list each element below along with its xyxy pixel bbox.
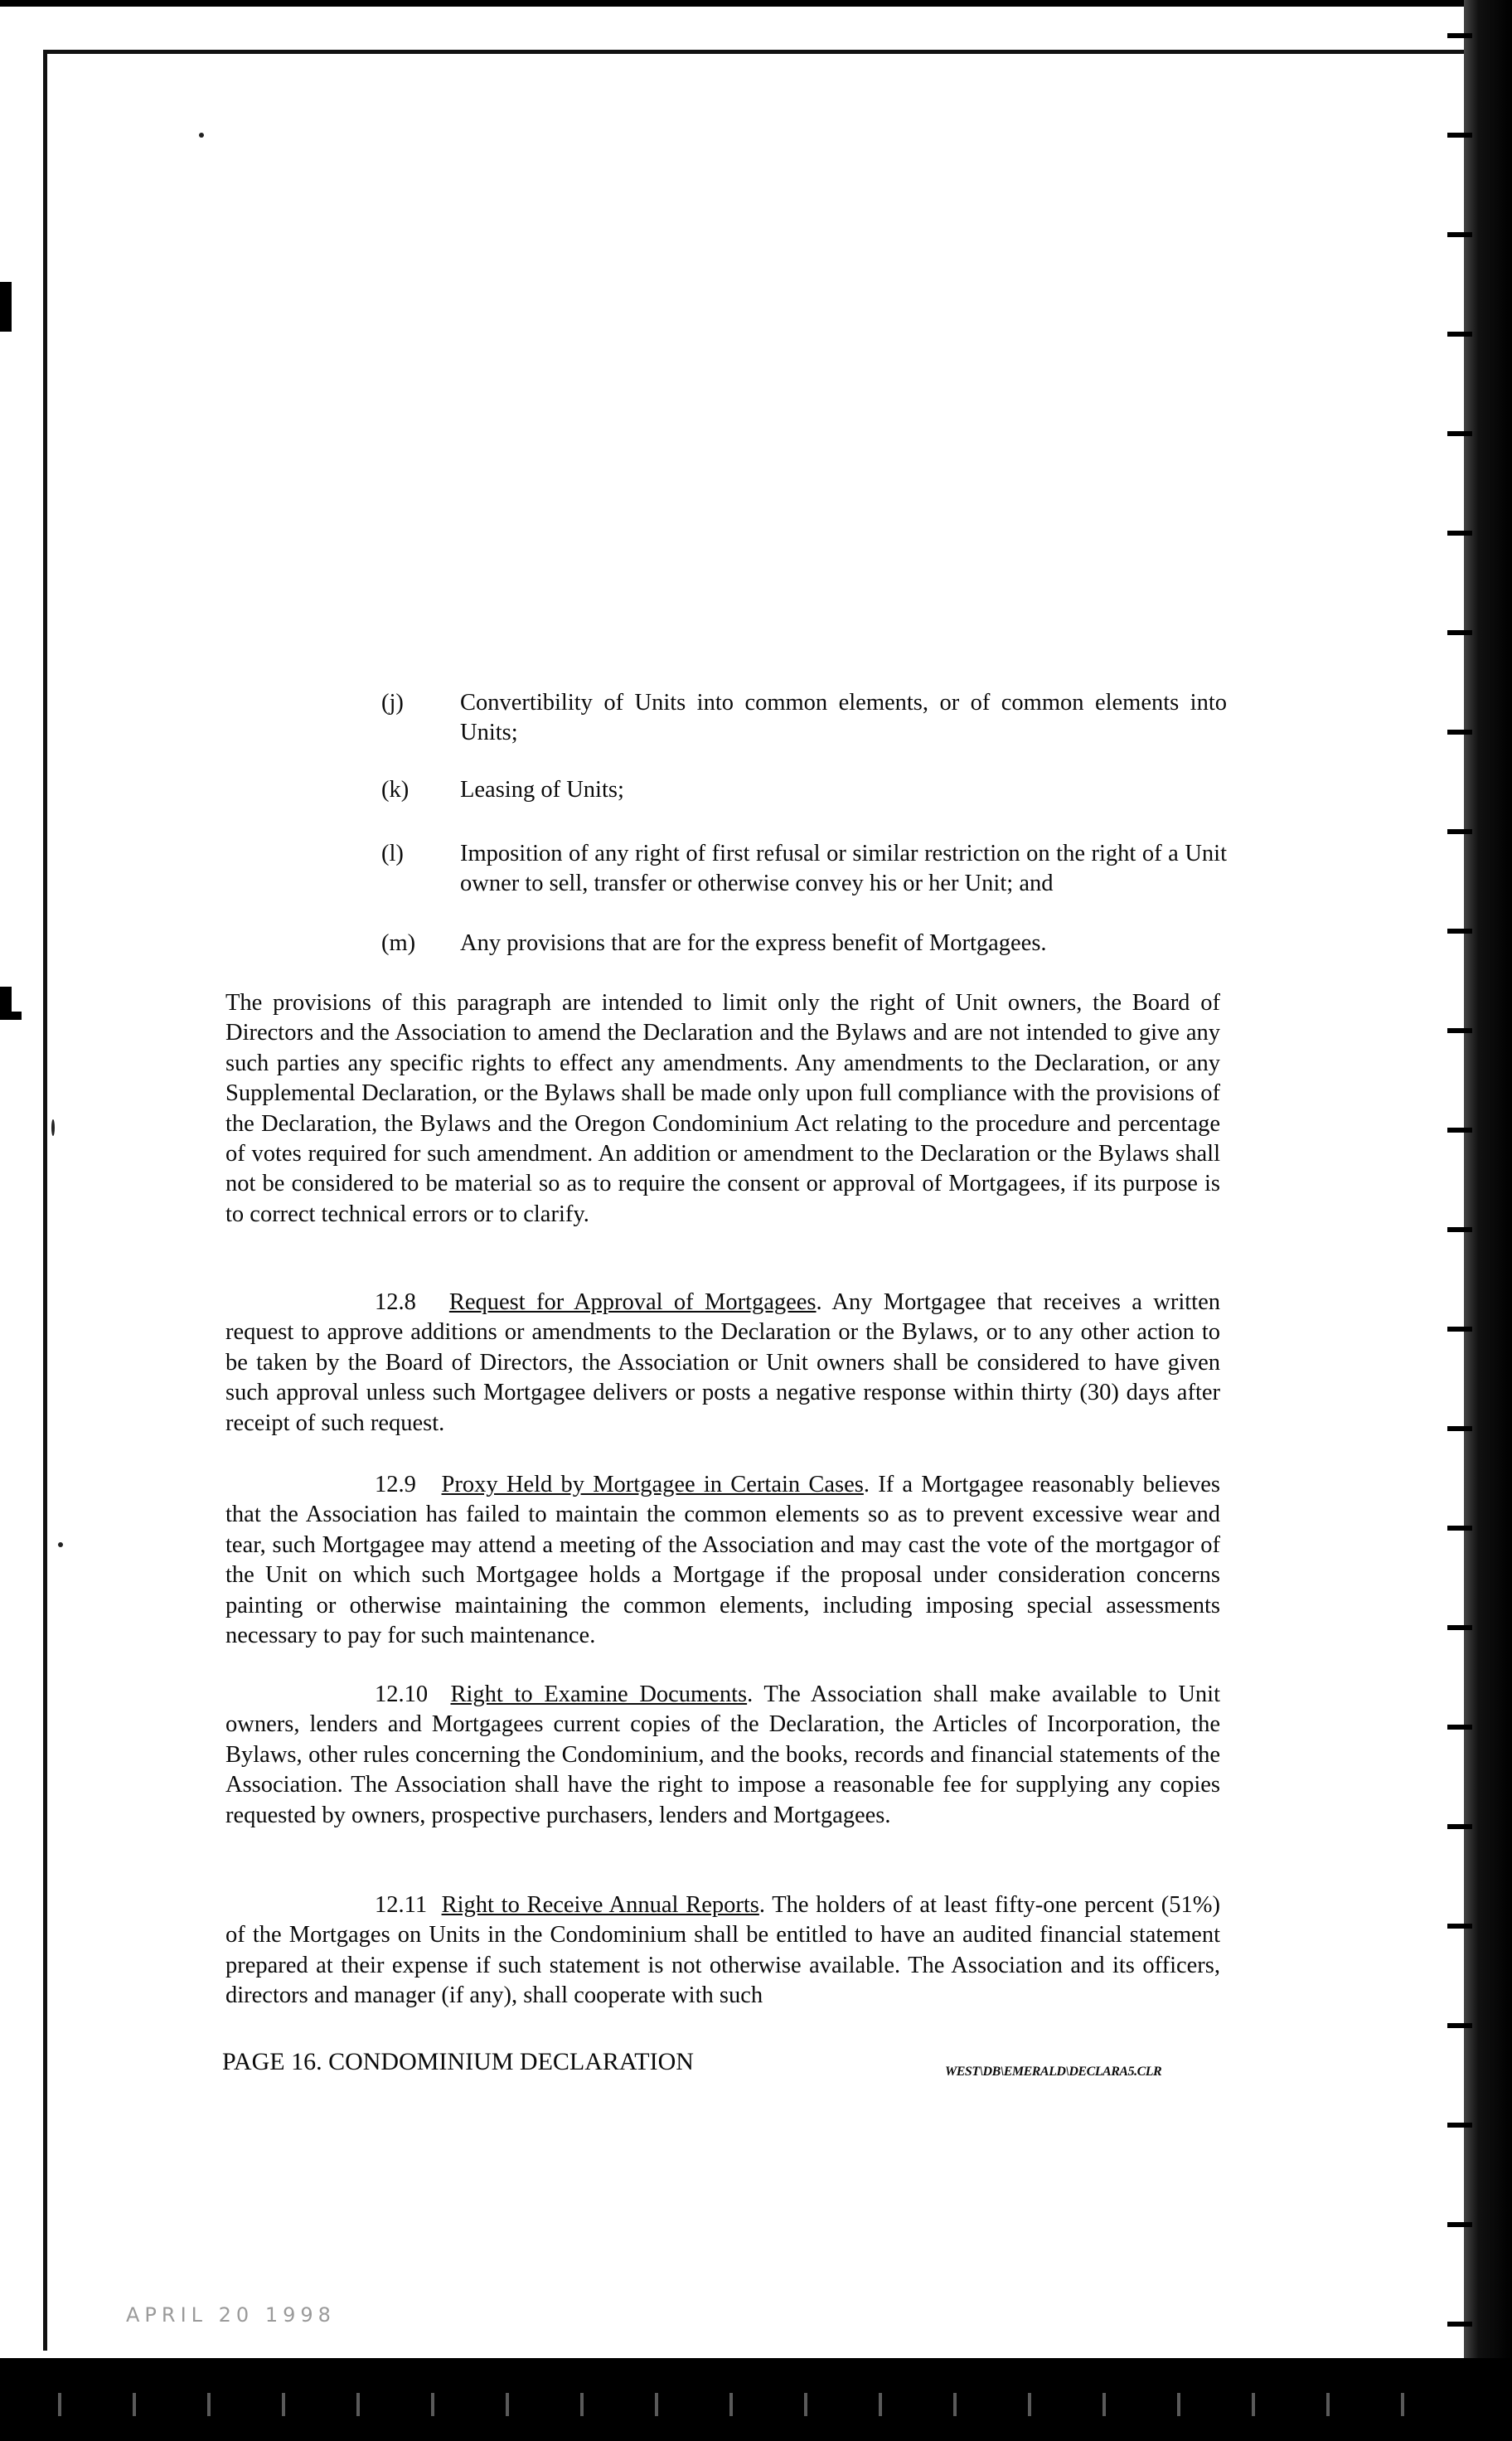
list-item-l (381, 839, 1227, 905)
list-marker: (k) (381, 777, 410, 803)
list-marker: (j) (381, 690, 404, 716)
scan-left-mark (0, 1012, 22, 1020)
date-stamp: APRIL 20 1998 (126, 2303, 336, 2327)
section-12-11 (225, 1890, 1220, 2012)
section-12-10 (225, 1680, 1220, 1831)
section-12-9 (225, 1470, 1220, 1651)
list-text: Any provisions that are for the express benefit of Mortgagees. (460, 930, 1047, 956)
section-heading: Proxy Held by Mortgagee in Certain Cases (441, 1472, 864, 1497)
list-item-k (381, 775, 1227, 808)
page-footer-label: PAGE 16. CONDOMINIUM DECLARATION (222, 2048, 694, 2075)
section-12-8 (225, 1288, 1220, 1439)
section-heading: Right to Receive Annual Reports (441, 1892, 759, 1918)
page-footer-file-path: WEST\DB\EMERALD\DECLARA5.CLR (945, 2065, 1162, 2079)
section-body: . The holders of at least fifty-one percent (51%) of the Mortgages on Units in the Condominium shall be entitled to have an audited financial statement prepared at their expense if such statement is not otherwise available. The Association and its officers, directors and manager (if any), shall cooperate with such (225, 1892, 1220, 2009)
scan-right-edge-noise (1447, 0, 1472, 2441)
scan-top-edge (0, 0, 1512, 7)
section-body: . Any Mortgagee that receives a written request to approve additions or amendments to the Declaration or the Bylaws, or to any other action to be taken by the Board of Directors, the Association or Unit owners shall be considered to have given such approval unless such Mortgagee delivers or posts a negative response within thirty (30) days after receipt of such request. (225, 1289, 1221, 1436)
list-text: Convertibility of Units into common elements, or of common elements into Units; (460, 690, 1227, 745)
list-text: Leasing of Units; (460, 777, 624, 803)
list-item-m (381, 929, 1227, 962)
section-number: 12.10 (375, 1682, 429, 1707)
section-body: . The Association shall make available to Unit owners, lenders and Mortgagees current copies of the Declaration, the Articles of Incorporation, the Bylaws, other rules concerning the Condominium, and the books, records and financial statements of the Association. The Association shall have the right to impose a reasonable fee for supplying any copies requested by owners, prospective purchasers, lenders and Mortgagees. (225, 1682, 1220, 1828)
section-body: . If a Mortgagee reasonably believes that the Association has failed to maintain the common elements so as to prevent excessive wear and tear, such Mortgagee may attend a meeting of the Association and may cast the vote of the mortgagor of the Unit on which such Mortgagee holds a Mortgage if the proposal under consideration concerns painting or otherwise maintaining the common elements, including imposing special assessments necessary to pay for such maintenance. (225, 1472, 1221, 1649)
list-item-j (381, 688, 1227, 755)
section-number: 12.9 (375, 1472, 416, 1497)
scan-speck (51, 1119, 55, 1136)
scan-speck (58, 1542, 63, 1547)
scan-left-mark (0, 282, 12, 332)
paragraph-intro: The provisions of this paragraph are intended to limit only the right of Unit owners, the Board of Directors and the Association to amend the Declaration and the Bylaws and are not intended to give any such parties any specific rights to effect any amendments. Any amendments to the Declaration, or any Supplemental Declaration, or the Bylaws shall be made only upon full compliance with the provisions of the Declaration, the Bylaws and the Oregon Condominium Act relating to the procedure and percentage of votes required for such amendment. An addition or amendment to the Declaration or the Bylaws shall not be considered to be material so as to require the consent or approval of Mortgagees, if its purpose is to correct technical errors or to clarify. (225, 990, 1220, 1227)
section-number: 12.8 (375, 1289, 416, 1315)
scan-bottom-edge-noise (33, 2393, 1442, 2416)
list-marker: (l) (381, 841, 404, 866)
section-heading: Request for Approval of Mortgagees (448, 1289, 817, 1315)
scan-speck (199, 133, 204, 138)
section-heading: Right to Examine Documents (450, 1682, 748, 1707)
section-number: 12.11 (375, 1892, 428, 1918)
list-text: Imposition of any right of first refusal or similar restriction on the right of a Unit owner to sell, transfer or otherwise convey his or her Unit; and (460, 841, 1227, 896)
list-marker: (m) (381, 930, 416, 956)
